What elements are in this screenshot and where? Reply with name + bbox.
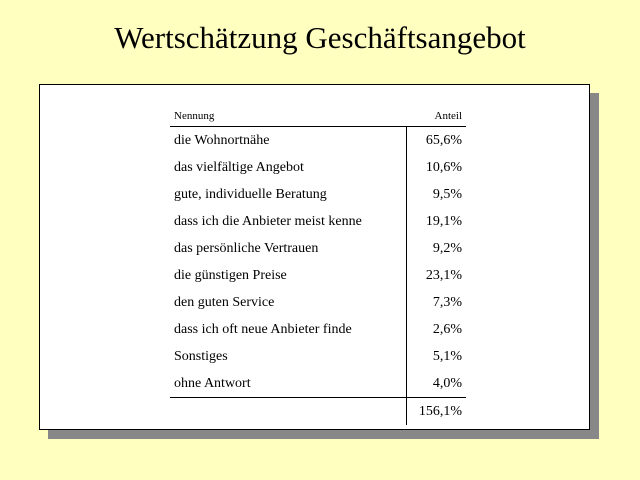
total-row (170, 398, 466, 426)
row-label: das persönliche Vertrauen (174, 240, 319, 256)
row-share: 9,2% (406, 235, 466, 262)
row-share: 23,1% (406, 262, 466, 289)
total-share: 156,1% (406, 398, 466, 426)
total-label-empty (170, 398, 406, 426)
table-panel (39, 84, 590, 430)
row-label: dass ich die Anbieter meist kenne (174, 213, 362, 229)
row-label: den guten Service (174, 294, 275, 310)
table-row (170, 316, 466, 343)
row-share: 10,6% (406, 154, 466, 181)
row-label: gute, individuelle Beratung (174, 186, 327, 202)
row-label: dass ich oft neue Anbieter finde (174, 321, 352, 337)
table-header-row (170, 106, 466, 127)
row-share: 19,1% (406, 208, 466, 235)
table-row (170, 154, 466, 181)
table-row (170, 289, 466, 316)
row-label: die günstigen Preise (174, 267, 287, 283)
row-share: 9,5% (406, 181, 466, 208)
table-row (170, 181, 466, 208)
row-share: 2,6% (406, 316, 466, 343)
row-share: 7,3% (406, 289, 466, 316)
row-share: 65,6% (406, 127, 466, 155)
table-row (170, 370, 466, 398)
column-header-anteil: Anteil (406, 106, 466, 127)
row-share: 5,1% (406, 343, 466, 370)
table-row (170, 343, 466, 370)
table-row (170, 127, 466, 155)
data-table (170, 106, 466, 425)
row-label: das vielfältige Angebot (174, 159, 304, 175)
column-header-nennung: Nennung (170, 106, 406, 127)
row-share: 4,0% (406, 370, 466, 398)
table-row (170, 208, 466, 235)
table-row (170, 262, 466, 289)
row-label: ohne Antwort (170, 370, 406, 398)
row-label: die Wohnortnähe (174, 132, 270, 148)
table-row (170, 235, 466, 262)
row-label: Sonstiges (174, 348, 228, 364)
slide-title: Wertschätzung Geschäftsangebot (114, 20, 526, 55)
